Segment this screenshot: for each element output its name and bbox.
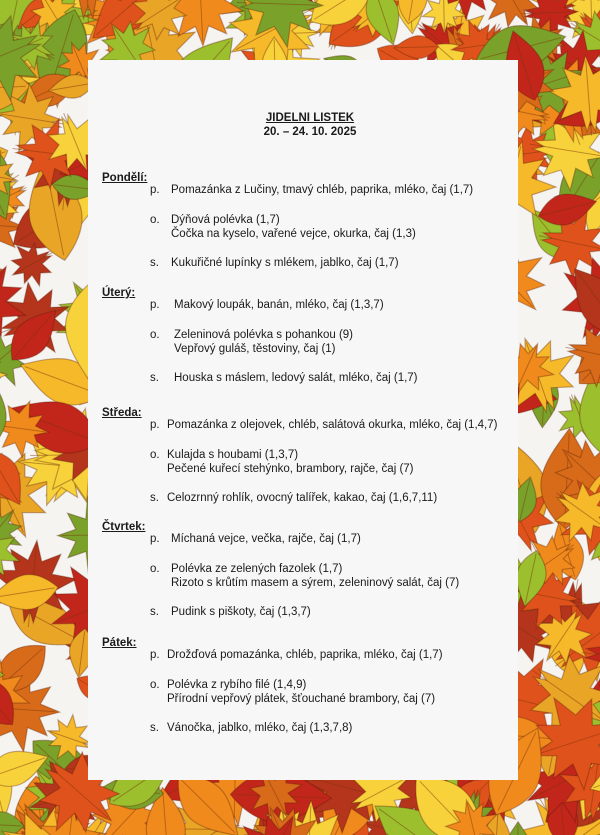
meal-text: Vánočka, jablko, mléko, čaj (1,3,7,8) (167, 722, 353, 734)
meal-marker: s. (150, 257, 159, 269)
meal-marker: s. (150, 372, 159, 384)
meal-text: Přírodní vepřový plátek, šťouchané brambory, čaj (7) (167, 693, 436, 705)
meal-marker: s. (150, 492, 159, 504)
menu-title: JIDELNI LISTEK (265, 112, 355, 124)
meal-text: Zeleninová polévka s pohankou (9) (174, 329, 354, 341)
day-label: Pátek: (102, 637, 137, 649)
meal-text: Pomazánka z olejovek, chléb, salátová okurka, mléko, čaj (1,4,7) (167, 419, 498, 431)
meal-marker: o. (150, 679, 160, 691)
meal-text: Kulajda s houbami (1,3,7) (167, 449, 299, 461)
meal-text: Polévka z rybího filé (1,4,9) (167, 679, 307, 691)
meal-text: Rizoto s krůtím masem a sýrem, zeleninový salát, čaj (7) (171, 577, 460, 589)
meal-marker: s. (150, 722, 159, 734)
meal-text: Makový loupák, banán, mléko, čaj (1,3,7) (174, 299, 384, 311)
day-label: Středa: (102, 407, 142, 419)
meal-marker: o. (150, 214, 160, 226)
meal-marker: o. (150, 449, 160, 461)
meal-marker: o. (150, 563, 160, 575)
meal-text: Pomazánka z Lučiny, tmavý chléb, paprika, mléko, čaj (1,7) (171, 184, 474, 196)
meal-marker: p. (150, 299, 160, 311)
meal-text: Celozrnný rohlík, ovocný talířek, kakao, čaj (1,6,7,11) (167, 492, 438, 504)
day-label: Čtvrtek: (102, 521, 146, 533)
day-label: Pondělí: (102, 172, 148, 184)
day-label: Úterý: (102, 287, 136, 299)
meal-text: Polévka ze zelených fazolek (1,7) (171, 563, 343, 575)
meal-text: Dýňová polévka (1,7) (171, 214, 280, 226)
meal-text: Pudink s piškoty, čaj (1,3,7) (171, 606, 311, 618)
meal-text: Čočka na kyselo, vařené vejce, okurka, čaj (1,3) (171, 228, 416, 240)
meal-text: Kukuřičné lupínky s mlékem, jablko, čaj (1,7) (171, 257, 399, 269)
meal-text: Pečené kuřecí stehýnko, brambory, rajče, čaj (7) (167, 463, 414, 475)
meal-text: Drožďová pomazánka, chléb, paprika, mléko, čaj (1,7) (167, 649, 443, 661)
meal-text: Vepřový guláš, těstoviny, čaj (1) (174, 343, 336, 355)
menu-date-range: 20. – 24. 10. 2025 (263, 126, 357, 138)
meal-marker: p. (150, 184, 160, 196)
meal-marker: o. (150, 329, 160, 341)
meal-text: Míchaná vejce, večka, rajče, čaj (1,7) (171, 533, 361, 545)
meal-marker: p. (150, 533, 160, 545)
meal-marker: p. (150, 419, 160, 431)
meal-marker: p. (150, 649, 160, 661)
meal-marker: s. (150, 606, 159, 618)
meal-text: Houska s máslem, ledový salát, mléko, čaj (1,7) (174, 372, 418, 384)
